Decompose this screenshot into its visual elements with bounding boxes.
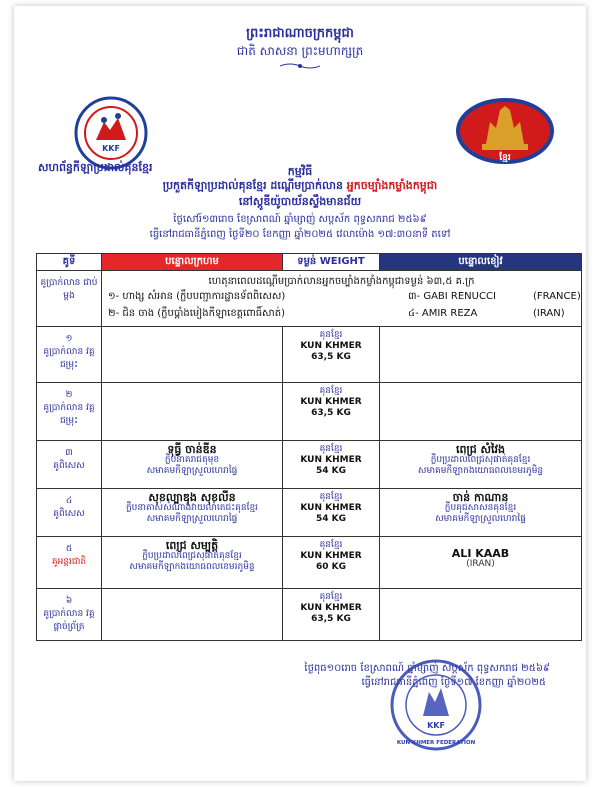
stamp-ring-text: KUN KHMER FEDERATION: [396, 740, 476, 746]
red-corner-cell: [102, 327, 283, 383]
stamp-text: KKF: [427, 721, 445, 730]
red-fighter-name: សុខល្បាឌុង សុខលីន: [148, 491, 236, 504]
venue-line: នៅស្តូឌីយ៉ូបាយ័នស្ទឹងមានជ័យ: [238, 195, 362, 208]
blue-fighter-club: ក្លឹបប្រដាល់ពេជ្រសុផាត់គុនខ្មែរ: [430, 455, 531, 465]
tournament-blue-2: ៤- AMIR REZA: [408, 308, 478, 319]
program-document: [14, 6, 586, 781]
red-fighter-association: សមាគមកីឡាកងយោធពលខេមរភូមិន្ទ: [129, 562, 255, 572]
weight-kh: គុនខ្មែរ: [319, 330, 343, 340]
kingdom-heading: ព្រះរាជាណាចក្រកម្ពុជា: [246, 26, 354, 41]
tournament-category: គូប្រាក់លាន ជាប់ម្តង: [37, 271, 102, 327]
table-row: [37, 383, 582, 441]
tournament-row: [37, 271, 582, 327]
weight-cell: [283, 441, 380, 489]
blue-fighter-name: ពេជ្រ សំវៃង: [455, 443, 505, 456]
weight-cell: [283, 537, 380, 589]
weight-en: KUN KHMER: [300, 503, 362, 513]
red-fighter-club: ក្លឹបនាគាស់សំណាងវាយលាំតេជះគុនខ្មែរ: [125, 503, 259, 513]
weight-kh: គុនខ្មែរ: [319, 492, 343, 502]
event-title: [14, 178, 586, 193]
table-row: [37, 327, 582, 383]
national-motto: ជាតិ សាសនា ព្រះមហាក្សត្រ: [236, 44, 364, 58]
weight-kg: 54 KG: [315, 466, 347, 476]
weight-kg: 63,5 KG: [311, 408, 351, 418]
blue-corner-cell: [380, 327, 582, 383]
official-stamp: [389, 658, 483, 752]
header-weight: ទម្ងន់ WEIGHT: [283, 254, 380, 271]
weight-kh: គុនខ្មែរ: [319, 540, 343, 550]
date-line: ថ្ងៃសៅរ៍១៣រោច ខែស្រាពណ៍ ឆ្នាំម្សាញ់ សប្តស័ក ពុទ្ធសករាជ ២៥៦៩: [173, 214, 427, 225]
kkf-federation-logo: [74, 96, 148, 170]
red-fighter-club: ក្លឹបនាគរាជតុមុខ: [164, 455, 220, 465]
event-title-part-a: ប្រកួតកីឡាប្រដាល់គុនខ្មែរ ដណ្តើមប្រាក់លាន: [162, 179, 347, 192]
tournament-red-2: ២- ជិន ចាង (ក្លឹបប្តាំងមៀងកីឡាខេត្តពោធិ៍សាត់): [108, 308, 286, 319]
bout-cell: [37, 489, 102, 537]
bout-category: គូប្រាក់លាន វគ្គជម្រុះ: [43, 347, 95, 370]
footer-date-line: ថ្ងៃពុធ១០រោច ខែស្រាពណ៍ ឆ្នាំម្សាញ់ សប្តស័ក ពុទ្ធសករាជ ២៥៦៩: [304, 663, 550, 674]
weight-en: KUN KHMER: [300, 603, 362, 613]
ornament-divider: [280, 62, 320, 70]
bout-cell: [37, 383, 102, 441]
weight-kh: គុនខ្មែរ: [319, 444, 343, 454]
red-corner-cell: [102, 383, 283, 441]
bout-category: គូអន្តរជាតិ: [51, 557, 87, 567]
bout-category: គូពិសេស: [53, 509, 85, 519]
tournament-details: [102, 271, 582, 327]
blue-corner-cell: [380, 441, 582, 489]
weight-en: KUN KHMER: [300, 397, 362, 407]
header-blue-corner: បន្ទោលខៀវ: [380, 254, 582, 271]
table-row: [37, 441, 582, 489]
logo-right-text: ខ្មែរ: [499, 153, 511, 163]
bout-no: ៤: [65, 496, 73, 506]
bout-no: ១: [65, 334, 73, 344]
event-title-part-b: អ្នកចម្បាំងកម្លាំងកម្ពុជា: [346, 179, 438, 192]
red-corner-cell: [102, 589, 283, 641]
footer-place-line: ធ្វើនៅរាជធានីភ្នំពេញ ថ្ងៃទី១៧ ខែកញ្ញា ឆ្នាំ២០២៥: [361, 677, 546, 688]
fight-card-table: [36, 253, 582, 641]
federation-name: សហព័ន្ធកីឡាប្រដាល់គុនខ្មែរ: [38, 161, 153, 174]
weight-en: KUN KHMER: [300, 341, 362, 351]
weight-kg: 63,5 KG: [311, 614, 351, 624]
blue-corner-cell: [380, 537, 582, 589]
bout-no: ៦: [65, 596, 73, 606]
blue-fighter-name: ALI KAAB: [451, 547, 510, 560]
red-fighter-association: សមាគមកីឡាស្រួលហេរាផ្ទៃ: [146, 514, 238, 524]
weight-cell: [283, 383, 380, 441]
bout-cell: [37, 441, 102, 489]
red-corner-cell: [102, 441, 283, 489]
weight-kg: 63,5 KG: [311, 352, 351, 362]
tournament-blue-2-country: (IRAN): [533, 308, 565, 319]
blue-fighter-association: សមាគមកីឡាស្រួលហេរាផ្ទៃ: [435, 514, 526, 524]
weight-kg: 54 KG: [315, 514, 347, 524]
tournament-blue-1: ៣- GABI RENUCCI: [408, 291, 496, 302]
weight-kh: គុនខ្មែរ: [319, 386, 343, 396]
tournament-blue-1-country: (FRANCE): [533, 291, 581, 302]
time-line: ធ្វើនៅរាជធានីភ្នំពេញ ថ្ងៃទី២០ ខែកញ្ញា ឆ្នាំ២០២៥ វេលាម៉ោង ១៧:៣០នាទី តទៅ: [149, 229, 451, 240]
weight-cell: [283, 589, 380, 641]
bout-cell: [37, 327, 102, 383]
blue-corner-cell: [380, 489, 582, 537]
logo-left-text: KKF: [102, 144, 120, 153]
weight-kh: គុនខ្មែរ: [319, 592, 343, 602]
weight-en: KUN KHMER: [300, 551, 362, 561]
red-fighter-club: ក្លឹបប្រដាល់ពេជ្រសុផាត់គុនខ្មែរ: [142, 551, 242, 561]
red-corner-cell: [102, 537, 283, 589]
temple-badge-logo: [456, 98, 554, 164]
blue-fighter-association: សមាគមកីឡាកងយោធពលខេមរភូមិន្ទ: [417, 466, 544, 476]
red-fighter-association: សមាគមកីឡាស្រួលហេរាផ្ទៃ: [146, 466, 238, 476]
red-fighter-name: ទុធ្វី ចាន់ឌីន: [167, 443, 217, 456]
blue-fighter-name: ចាន់ កាណាន: [452, 491, 509, 504]
bout-category: គូប្រាក់លាន វគ្គជម្រុះ: [43, 403, 95, 426]
red-corner-cell: [102, 489, 283, 537]
bout-category: គូពិសេស: [53, 461, 85, 471]
weight-kg: 60 KG: [315, 562, 347, 572]
tournament-red-1: ១- ហាង្ស សំអាន (ក្លឹបបញ្ជាការដ្ឋានទ័ពពិសេស): [108, 291, 286, 302]
header-bout-no: គូទី: [37, 254, 102, 271]
blue-corner-cell: [380, 383, 582, 441]
bout-no: ៣: [65, 448, 73, 458]
table-row: [37, 489, 582, 537]
bout-cell: [37, 589, 102, 641]
header-red-corner: បន្ទោលក្រហម: [102, 254, 283, 271]
tournament-title: ហេតុនាពេលដណ្តើមប្រាក់លានអ្នកចម្បាំងកម្លាំងកម្ពុជាទម្ងន់ ៦៣,៥ គ.ក្រ: [208, 276, 475, 287]
program-title: កម្មវិធី: [287, 165, 313, 178]
blue-fighter-club: ក្លឹបគុជសាសនគុនខ្មែរ: [444, 503, 517, 513]
bout-no: ២: [65, 390, 73, 400]
blue-fighter-country: (IRAN): [466, 559, 495, 569]
weight-en: KUN KHMER: [300, 455, 362, 465]
table-row: [37, 589, 582, 641]
bout-no: ៥: [65, 544, 73, 554]
weight-cell: [283, 489, 380, 537]
weight-cell: [283, 327, 380, 383]
blue-corner-cell: [380, 589, 582, 641]
red-fighter-name: ពេជ្រ សម្បត្តិ: [165, 539, 219, 552]
table-header-row: [37, 254, 582, 271]
bout-cell: [37, 537, 102, 589]
table-row: [37, 537, 582, 589]
bout-category: គូប្រាក់លាន វគ្គផ្តាច់ព្រ័ត្រ: [43, 609, 95, 632]
